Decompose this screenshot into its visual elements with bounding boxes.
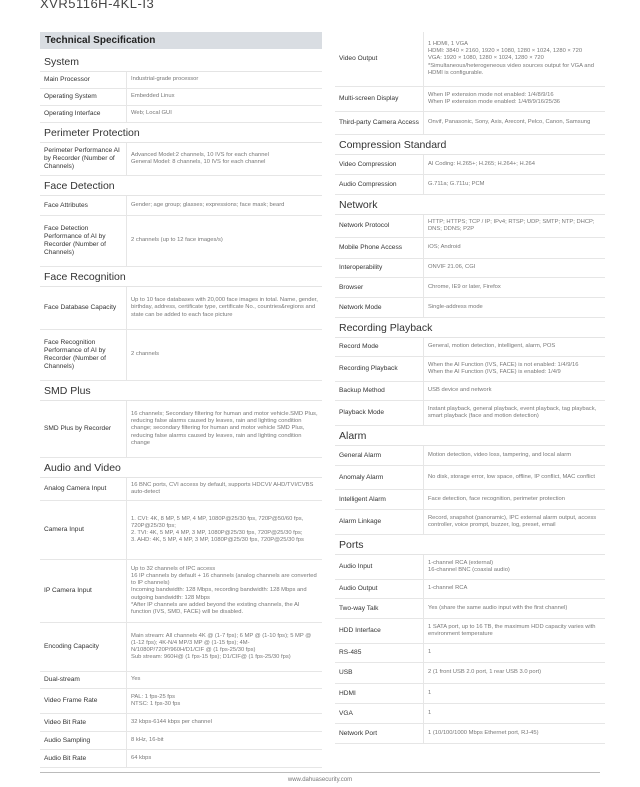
spec-label: Backup Method: [339, 387, 385, 395]
spec-value-line: *Simultaneous/heterogeneous video sources output for VGA and HDMI is configurable.: [428, 62, 594, 76]
spec-row-multi-screen-display: [335, 87, 605, 112]
spec-value-line: HTTP; HTTPS; TCP / IP; IPv4; RTSP; UDP; SMTP; NTP; DHCP; DNS; DDNS; P2P: [428, 218, 595, 232]
spec-row-rs-485: [335, 644, 605, 663]
spec-value-line: Web; Local GUI: [131, 110, 172, 117]
spec-label: General Alarm: [339, 451, 382, 459]
spec-value-line: When IP extension mode enabled: 1/4/8/9/16/25/36: [428, 99, 561, 105]
spec-label: Browser: [339, 283, 364, 291]
spec-value: [423, 510, 605, 534]
spec-row-recording-playback: [335, 357, 605, 382]
spec-value: [423, 278, 605, 297]
spec-row-face-recognition-performance-of-ai-by-recorder-number-of-channels: [40, 330, 322, 381]
spec-value-line: 1-channel RCA: [428, 585, 468, 592]
spec-label: Record Mode: [339, 343, 379, 351]
spec-value: [126, 623, 322, 671]
spec-row-network-port: [335, 724, 605, 744]
spec-label: Face Attributes: [44, 201, 88, 209]
spec-value-line: 8 kHz, 16-bit: [131, 736, 164, 743]
spec-label: Alarm Linkage: [339, 518, 382, 526]
spec-row-video-frame-rate: [40, 689, 322, 714]
spec-row-main-processor: [40, 72, 322, 89]
spec-value-line: Advanced Model:2 channels, 10 IVS for each channel: [131, 151, 269, 158]
spec-value: [126, 672, 322, 688]
spec-value: [423, 357, 605, 381]
spec-label: Camera Input: [44, 526, 84, 534]
spec-value-line: 1 (10/100/1000 Mbps Ethernet port, RJ-45): [428, 729, 539, 736]
spec-value: [126, 196, 322, 215]
spec-label: Audio Input: [339, 563, 373, 571]
spec-value-line: 1-channel RCA (external): [428, 559, 494, 566]
spec-value-line: Chrome, IE9 or later, Firefox: [428, 283, 501, 290]
spec-value-line: Instant playback, general playback, event playback, tag playback, smart playback (face and motion detection): [428, 405, 597, 419]
footer-url: www.dahuasecurity.com: [287, 777, 353, 783]
spec-row-video-compression: [335, 155, 605, 175]
spec-value-line: When the AI Function (IVS, FACE) is enabled: 1/4/9: [428, 369, 561, 375]
spec-label: RS-485: [339, 649, 362, 657]
spec-label: Video Bit Rate: [44, 718, 87, 726]
spec-value-line: Up to 32 channels of IPC access: [131, 565, 216, 572]
spec-row-dual-stream: [40, 672, 322, 689]
spec-value: [423, 466, 605, 489]
spec-label: SMD Plus by Recorder: [44, 425, 112, 433]
spec-label: Video Frame Rate: [44, 697, 98, 705]
spec-value: [423, 684, 605, 703]
spec-label: VGA: [339, 709, 353, 717]
spec-value-line: 16 IP channels by default + 16 channels (analog channels are converted to IP channels): [131, 572, 317, 587]
spec-value-line: 2. TVI: 4K, 5 MP, 4 MP, 3 MP, 1080P@25/30 fps, 720P@25/30 fps;: [131, 530, 303, 536]
section-heading-network: Network: [335, 195, 605, 215]
spec-value-line: Yes (share the same audio input with the first channel): [428, 604, 568, 611]
spec-value-line: NTSC: 1 fps-30 fps: [131, 701, 181, 707]
spec-value-line: *After IP channels are added beyond the existing channels, the AI function (IVS, SMD, FACE) will be disabled.: [131, 601, 300, 615]
spec-label: Operating System: [44, 93, 97, 101]
spec-value-line: Yes: [131, 676, 141, 683]
section-heading-compression-standard: Compression Standard: [335, 135, 605, 155]
spec-label: Network Mode: [339, 303, 382, 311]
spec-value: [126, 401, 322, 457]
spec-row-audio-bit-rate: [40, 750, 322, 768]
spec-value-line: PAL: 1 fps-25 fps: [131, 693, 176, 700]
section-heading-recording-playback: Recording Playback: [335, 318, 605, 338]
spec-label: Face Recognition Performance of AI by Recorder (Number of Channels): [44, 339, 106, 370]
spec-value: [126, 72, 322, 88]
spec-label: Video Compression: [339, 160, 397, 168]
spec-value-line: ONVIF 21.06, CGI: [428, 264, 476, 271]
spec-value-line: Gender; age group; glasses; expressions; face mask; beard: [131, 201, 285, 208]
spec-value: [126, 287, 322, 329]
spec-value: [423, 238, 605, 258]
spec-value: [423, 338, 605, 356]
spec-label: Anomaly Alarm: [339, 473, 384, 481]
spec-value-line: 1: [428, 649, 432, 656]
spec-value-line: Up to 10 face databases with 20,000 face images in total. Name, gender, birthday, address, certificate type, certificate No., countries&regions and state can be added to each face picture: [131, 297, 318, 318]
spec-label: Playback Mode: [339, 409, 385, 417]
spec-label: Dual-stream: [44, 676, 80, 684]
spec-value: [423, 401, 605, 425]
spec-value-line: Face detection, face recognition, perimeter protection: [428, 495, 565, 502]
spec-row-audio-compression: [335, 175, 605, 195]
spec-value: [423, 446, 605, 465]
left-spec-column: [40, 32, 322, 768]
spec-label: HDD Interface: [339, 627, 381, 635]
spec-value-line: 1 HDMI, 1 VGA: [428, 40, 468, 47]
section-heading-audio-and-video: Audio and Video: [40, 458, 322, 478]
spec-value: [423, 663, 605, 683]
spec-value-line: VGA: 1920 × 1080, 1280 × 1024, 1280 × 720: [428, 55, 544, 62]
spec-label: USB: [339, 669, 353, 677]
spec-value-line: General Model: 8 channels, 10 IVS for each channel: [131, 159, 266, 165]
spec-label: Main Processor: [44, 76, 90, 84]
spec-value-line: When the AI Function (IVS, FACE) is not enabled: 1/4/9/16: [428, 361, 579, 368]
spec-value: [126, 478, 322, 500]
spec-row-third-party-camera-access: [335, 112, 605, 135]
spec-label: Network Protocol: [339, 222, 390, 230]
spec-value: [423, 619, 605, 643]
spec-value: [126, 689, 322, 713]
spec-row-audio-sampling: [40, 732, 322, 750]
spec-row-vga: [335, 704, 605, 724]
spec-row-face-detection-performance-of-ai-by-recorder-number-of-channels: [40, 216, 322, 267]
right-spec-column: [335, 32, 605, 744]
tech-spec-header: Technical Specification: [40, 32, 322, 49]
model-title: XVR5116H-4KL-I3: [40, 0, 155, 11]
spec-label: Audio Bit Rate: [44, 754, 87, 762]
spec-value-line: 1: [428, 709, 432, 716]
spec-label: Face Detection Performance of AI by Recorder (Number of Channels): [44, 225, 106, 256]
spec-row-playback-mode: [335, 401, 605, 426]
spec-label: Video Output: [339, 55, 378, 63]
spec-row-camera-input: [40, 501, 322, 560]
spec-value: [126, 330, 322, 380]
spec-row-record-mode: [335, 338, 605, 357]
spec-row-network-mode: [335, 298, 605, 318]
spec-row-hdmi: [335, 684, 605, 704]
spec-value: [423, 87, 605, 111]
spec-value: [423, 580, 605, 598]
spec-value-line: Single-address mode: [428, 303, 483, 310]
spec-value-line: Record, snapshot (panoramic), IPC external alarm output, access controller, voice prompt, buzzer, log, preset, email: [428, 514, 597, 528]
spec-label: Two-way Talk: [339, 604, 379, 612]
spec-row-video-output: [335, 32, 605, 87]
spec-value-line: 3. AHD: 4K, 5 MP, 4 MP, 3 MP, 1080P@25/30 fps, 720P@25/30 fps: [131, 537, 304, 544]
spec-value-line: 16 channels; Secondary filtering for human and motor vehicle.SMD Plus, reducing false alarms caused by leaves, rain and lighting condition change; secondary filtering for human and motor vehicle SMD Plus, reducing false alarms caused by leaves, rain and lighting condition change: [131, 410, 318, 446]
section-heading-face-recognition: Face Recognition: [40, 267, 322, 287]
spec-value-line: 2 channels: [131, 351, 160, 358]
spec-value-line: 2 channels (up to 12 face images/s): [131, 237, 223, 244]
spec-value-line: Incoming bandwidth: 128 Mbps, recording bandwidth: 128 Mbps and outgoing bandwidth: 128 Mbps: [131, 587, 307, 601]
spec-value: [126, 106, 322, 122]
spec-label: Interoperability: [339, 264, 383, 272]
spec-value: [423, 175, 605, 194]
spec-row-perimeter-performance-ai-by-recorder-number-of-channels: [40, 143, 322, 176]
spec-value-line: Sub stream: 960H@ (1 fps-15 fps); D1/CIF@ (1 fps-25/30 fps): [131, 654, 291, 661]
spec-label: Operating Interface: [44, 110, 101, 118]
spec-row-general-alarm: [335, 446, 605, 466]
spec-label: Audio Compression: [339, 180, 397, 188]
footer-divider: [40, 772, 600, 773]
spec-row-ip-camera-input: [40, 560, 322, 623]
spec-value-line: Onvif, Panasonic, Sony, Axis, Arecont, Pelco, Canon, Samsung: [428, 119, 591, 126]
spec-value: [126, 750, 322, 767]
spec-value: [126, 143, 322, 175]
spec-value: [423, 155, 605, 174]
spec-value: [423, 490, 605, 509]
spec-value: [423, 555, 605, 579]
spec-row-audio-input: [335, 555, 605, 580]
spec-label: Audio Sampling: [44, 736, 91, 744]
spec-row-operating-system: [40, 89, 322, 106]
spec-row-interoperability: [335, 259, 605, 278]
spec-label: Recording Playback: [339, 365, 398, 373]
spec-value: [423, 724, 605, 743]
spec-row-mobile-phone-access: [335, 238, 605, 259]
spec-row-encoding-capacity: [40, 623, 322, 672]
spec-label: Multi-screen Display: [339, 95, 399, 103]
spec-label: HDMI: [339, 689, 356, 697]
spec-label: Third-party Camera Access: [339, 119, 419, 127]
spec-value-line: 64 kbps: [131, 754, 152, 761]
spec-value-line: 1: [428, 689, 432, 696]
spec-row-smd-plus-by-recorder: [40, 401, 322, 458]
spec-row-analog-camera-input: [40, 478, 322, 501]
spec-value: [423, 259, 605, 277]
spec-value: [423, 599, 605, 618]
spec-label: Perimeter Performance AI by Recorder (Number of Channels): [44, 147, 120, 170]
spec-row-usb: [335, 663, 605, 684]
spec-label: Network Port: [339, 729, 378, 737]
spec-value-line: Main stream: All channels 4K @ (1-7 fps); 6 MP @ (1-10 fps); 5 MP @ (1-12 fps); 4K-N/4 MP/3 MP @ (1-15 fps); 4M-N/1080P/720P/960H/D1/CIF @ (1 fps-25/30 fps): [131, 632, 312, 653]
spec-value: [126, 560, 322, 622]
spec-value-line: When IP extension mode not enabled: 1/4/8/9/16: [428, 91, 554, 98]
spec-value: [126, 89, 322, 105]
section-heading-perimeter-protection: Perimeter Protection: [40, 123, 322, 143]
spec-value-line: General, motion detection, intelligent, alarm, POS: [428, 343, 556, 350]
spec-value-line: 32 kbps-6144 kbps per channel: [131, 718, 212, 725]
spec-row-backup-method: [335, 382, 605, 401]
spec-value: [126, 216, 322, 266]
section-heading-face-detection: Face Detection: [40, 176, 322, 196]
spec-row-face-attributes: [40, 196, 322, 216]
spec-value-line: 16-channel BNC (coaxial audio): [428, 567, 510, 573]
spec-row-two-way-talk: [335, 599, 605, 619]
spec-label: Intelligent Alarm: [339, 495, 386, 503]
spec-value: [423, 704, 605, 723]
spec-value-line: Embedded Linux: [131, 93, 175, 100]
spec-label: Audio Output: [339, 585, 378, 593]
spec-value-line: 1 SATA port, up to 16 TB, the maximum HDD capacity varies with environment temperature: [428, 623, 596, 637]
spec-value: [423, 215, 605, 237]
spec-row-alarm-linkage: [335, 510, 605, 535]
spec-row-operating-interface: [40, 106, 322, 123]
section-heading-ports: Ports: [335, 535, 605, 555]
spec-value: [126, 714, 322, 731]
spec-value-line: 16 BNC ports, CVI access by default, supports HDCVI/ AHD/TVI/CVBS auto-detect: [131, 481, 314, 495]
spec-value-line: 2 (1 front USB 2.0 port, 1 rear USB 3.0 port): [428, 669, 542, 676]
spec-value-line: USB device and network: [428, 387, 492, 394]
spec-value: [423, 112, 605, 134]
spec-row-audio-output: [335, 580, 605, 599]
spec-label: Face Database Capacity: [44, 304, 117, 312]
spec-row-browser: [335, 278, 605, 298]
spec-value-line: No disk, storage error, low space, offline, IP conflict, MAC conflict: [428, 473, 595, 480]
spec-value-line: 1. CVI: 4K, 8 MP, 5 MP, 4 MP, 1080P@25/30 fps, 720P@50/60 fps, 720P@25/30 fps;: [131, 515, 304, 529]
spec-row-face-database-capacity: [40, 287, 322, 330]
spec-row-intelligent-alarm: [335, 490, 605, 510]
section-heading-system: System: [40, 52, 322, 72]
spec-value-line: Motion detection, video loss, tampering, and local alarm: [428, 451, 572, 458]
spec-value: [126, 501, 322, 559]
spec-value-line: iOS; Android: [428, 244, 461, 251]
spec-row-network-protocol: [335, 215, 605, 238]
spec-value-line: AI Coding: H.265+; H.265; H.264+; H.264: [428, 160, 535, 167]
spec-row-anomaly-alarm: [335, 466, 605, 490]
spec-value: [423, 298, 605, 317]
section-heading-smd-plus: SMD Plus: [40, 381, 322, 401]
spec-label: Mobile Phone Access: [339, 244, 403, 252]
spec-value: [126, 732, 322, 749]
spec-label: Encoding Capacity: [44, 643, 99, 651]
spec-value-line: HDMI: 3840 × 2160, 1920 × 1080, 1280 × 1024, 1280 × 720: [428, 48, 583, 55]
spec-value: [423, 644, 605, 662]
section-heading-alarm: Alarm: [335, 426, 605, 446]
spec-value: [423, 32, 605, 86]
spec-row-hdd-interface: [335, 619, 605, 644]
spec-value-line: G.711a; G.711u; PCM: [428, 180, 485, 187]
spec-value-line: Industrial-grade processor: [131, 76, 199, 83]
spec-label: Analog Camera Input: [44, 485, 107, 493]
spec-value: [423, 382, 605, 400]
spec-row-video-bit-rate: [40, 714, 322, 732]
spec-label: IP Camera Input: [44, 587, 92, 595]
